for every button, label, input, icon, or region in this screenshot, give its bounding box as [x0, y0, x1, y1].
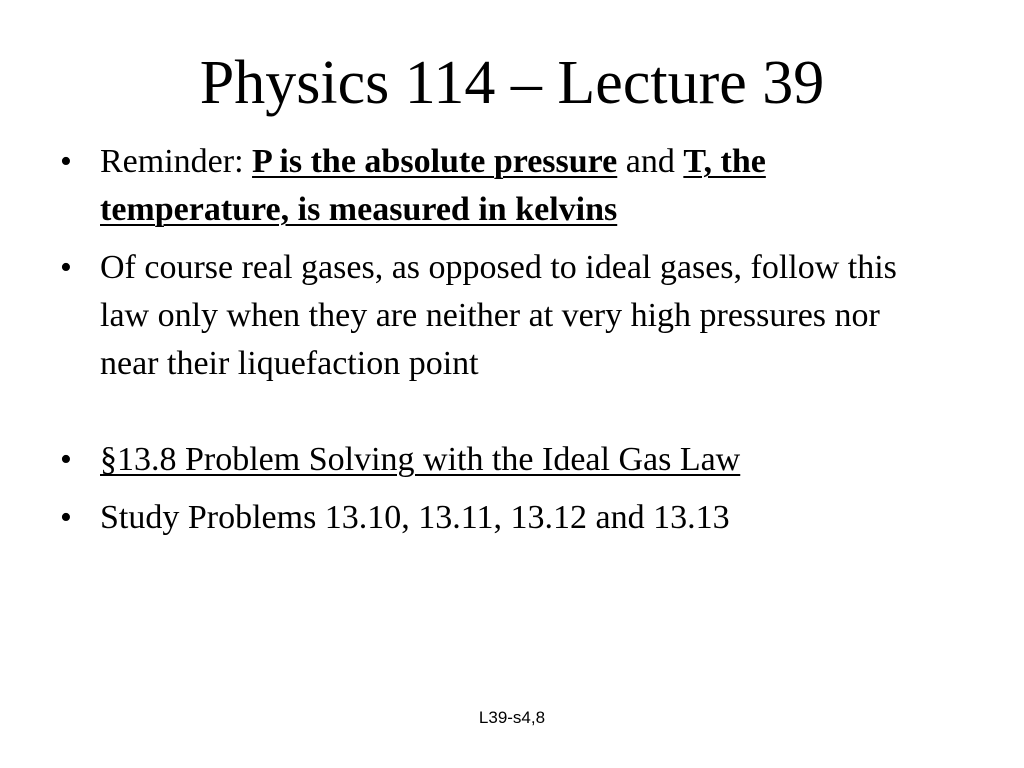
bullet-item-reminder — [56, 138, 936, 234]
bullet-icon: • — [60, 249, 72, 286]
bullet-list — [56, 138, 936, 552]
bullet-item-study-problems — [56, 494, 936, 542]
reminder-prefix: Reminder: — [100, 143, 253, 180]
reminder-connector: and — [617, 143, 684, 180]
real-gases-text: Of course real gases, as opposed to ideal gases, follow this law only when they are neither at very high pressures nor near their liquefaction point — [100, 249, 897, 382]
slide-title: Physics 114 – Lecture 39 — [199, 49, 825, 117]
section-13-8-link[interactable]: §13.8 Problem Solving with the Ideal Gas Law — [100, 441, 741, 478]
bullet-item-section-link — [56, 436, 936, 484]
slide-footer: L39-s4,8 — [478, 708, 546, 727]
bullet-icon: • — [60, 499, 72, 536]
absolute-pressure-emphasis: P is the absolute pressure — [252, 143, 618, 180]
bullet-item-real-gases — [56, 244, 936, 388]
temperature-kelvins-emphasis: T, the temperature, is measured in kelvins — [100, 143, 766, 228]
bullet-icon: • — [60, 143, 72, 180]
bullet-icon: • — [60, 441, 72, 478]
study-problems-text: Study Problems 13.10, 13.11, 13.12 and 13.13 — [100, 499, 730, 536]
